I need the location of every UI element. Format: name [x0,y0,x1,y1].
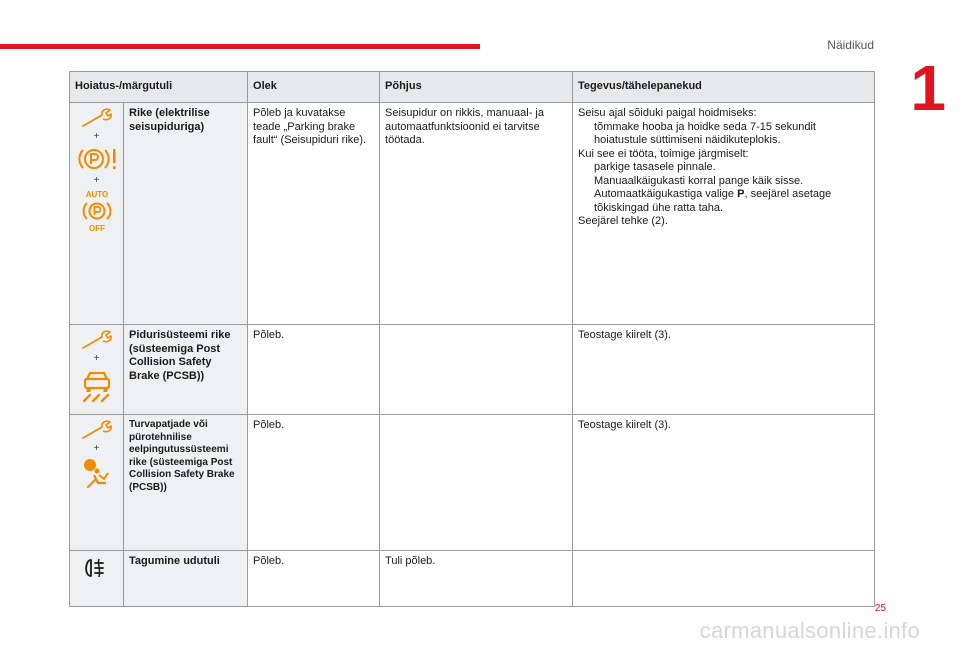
action-bullet [578,188,869,215]
parking-brake-warning-icon [77,145,117,173]
action-bullet [578,161,869,175]
page-number: 25 [874,603,886,614]
warning-name: Turvapatjade või pürotehnilise eelpingutussüsteemi rike (süsteemiga Post Collision Safety Brake (PCSB)) [124,415,248,551]
table-row [70,325,875,415]
state-cell: Põleb. [248,325,380,415]
header-cause: Põhjus [380,72,573,103]
action-intro: Seisu ajal sõiduki paigal hoidmiseks: [578,107,757,119]
cause-cell [380,415,573,551]
wrench-icon [80,419,114,441]
wrench-icon [80,107,114,129]
state-cell: Põleb ja kuvatakse teade „Parking brake fault“ (Seisupiduri rike). [248,103,380,325]
header-actions: Tegevus/tähelepanekud [573,72,875,103]
section-title: Näidikud [827,38,874,52]
table-row [70,103,875,325]
plus-separator: + [93,353,100,364]
action-outro: Seejärel tehke (2). [578,215,668,227]
auto-p-off-icon [79,189,115,233]
watermark: carmanualsonline.info [699,618,920,643]
action-bullet [578,175,869,189]
bullet-text-pre: Automaatkäigukastiga valige [594,188,738,200]
cause-cell: Seisupidur on rikkis, manuaal- ja automaatfunktsioonid ei tarvitse töötada. [380,103,573,325]
icon-cell [70,415,124,551]
action-bullet [578,121,869,148]
table-row [70,551,875,607]
plus-separator: + [93,175,100,186]
bullet-mark [578,188,594,215]
warning-name: Pidurisüsteemi rike (süsteemiga Post Collision Safety Brake (PCSB)) [124,325,248,415]
icon-cell [70,103,124,325]
table-row [70,415,875,551]
actions-cell [573,103,875,325]
action-bullet-text: parkige tasasele pinnale. [594,161,716,173]
cause-cell [380,325,573,415]
state-cell: Põleb. [248,415,380,551]
icon-cell [70,325,124,415]
actions-cell [573,551,875,607]
off-label: OFF [88,224,105,233]
warning-lights-table [69,71,875,607]
collision-brake-icon [80,367,114,403]
bullet-mark [578,161,594,175]
bullet-mark [578,121,594,148]
auto-label: AUTO [85,190,108,199]
header-state: Olek [248,72,380,103]
actions-cell: Teostage kiirelt (3). [573,415,875,551]
table-header-row [70,72,875,103]
airbag-icon [82,457,112,489]
state-cell: Põleb. [248,551,380,607]
gear-p-label: P [737,188,745,200]
wrench-icon [80,329,114,351]
actions-cell: Teostage kiirelt (3). [573,325,875,415]
header-warning-light: Hoiatus-/märgutuli [70,72,248,103]
warning-name: Tagumine udutuli [124,551,248,607]
action-bullet-text: tõmmake hooba ja hoidke seda 7-15 sekundit hoiatustule süttimiseni näidikuteplokis. [594,120,816,146]
action-bullet-text: Manuaalkäigukasti korral pange käik sisse. [594,174,804,187]
icon-cell [70,551,124,607]
bullet-text-post: , seejärel asetage tõkiskingad ühe ratta taha. [594,188,832,214]
cause-cell: Tuli põleb. [380,551,573,607]
chapter-number: 1 [910,52,946,124]
plus-separator: + [93,131,100,142]
action-middle: Kui see ei tööta, toimige järgmiselt: [578,147,749,160]
action-bullet-text [594,188,869,215]
rear-fog-light-icon [82,555,112,581]
plus-separator: + [93,443,100,454]
bullet-mark [578,175,594,189]
header-accent-bar [0,44,480,49]
warning-name: Rike (elektrilise seisupiduriga) [124,103,248,325]
